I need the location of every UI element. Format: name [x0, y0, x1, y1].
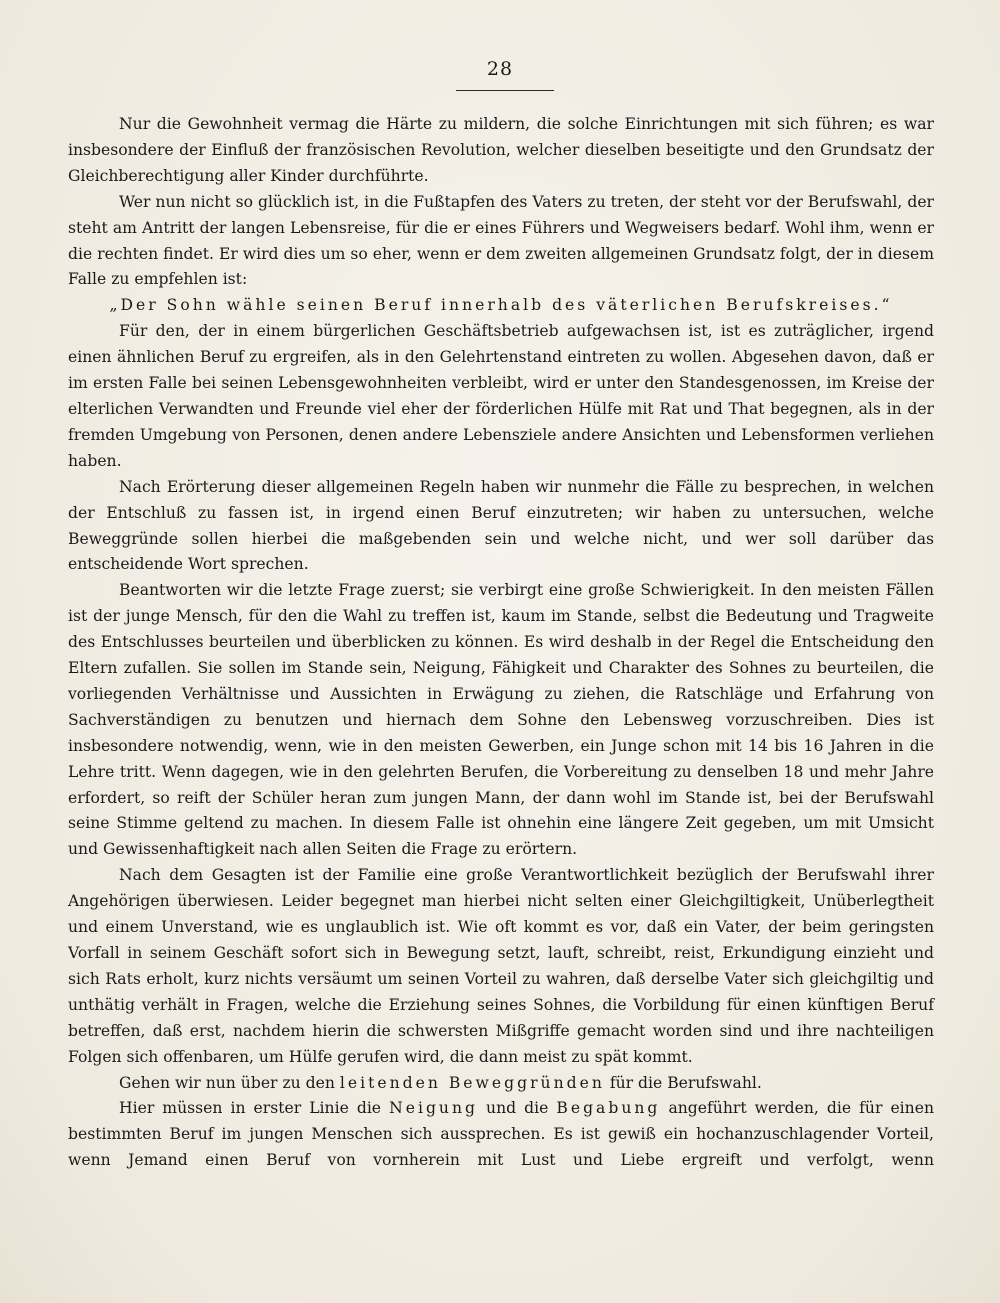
paragraph-8-part-e: angeführt werden, die für einen bestimmten Beruf im jungen Menschen sich aussprechen. Es ist gewiß ein hochanzuschlagender Vorteil, wenn Jemand einen Beruf von vornherein mit Lust und Liebe ergreift und verfolgt, wenn [68, 1099, 934, 1170]
body-text [68, 112, 934, 1174]
quoted-maxim: „Der Sohn wähle seinen Beruf innerhalb des väterlichen Berufskreises.“ [109, 296, 893, 315]
paragraph-7-after: für die Berufswahl. [604, 1073, 762, 1092]
paragraph-2: Wer nun nicht so glücklich ist, in die Fußtapfen des Vaters zu treten, der steht vor der Berufswahl, der steht am Antritt der langen Lebensreise, für die er eines Führers und Wegweisers bedarf. Wohl ihm, wenn er die rechten findet. Er wird dies um so eher, wenn er dem zweiten allgemeinen Grundsatz folgt, der in diesem Falle zu empfehlen ist: [68, 192, 935, 289]
page-number-rule [456, 90, 554, 91]
paragraph-5: Beantworten wir die letzte Frage zuerst; sie verbirgt eine große Schwierigkeit. In den meisten Fällen ist der junge Mensch, für den die Wahl zu treffen ist, kaum im Stande, selbst die Bedeutung und Tragweite des Entschlusses beurteilen und überblicken zu können. Es wird deshalb in der Regel die Entscheidung den Eltern zufallen. Sie sollen im Stande sein, Neigung, Fähigkeit und Charakter des Sohnes zu beurteilen, die vorliegenden Verhältnisse und Aussichten in Erwägung zu ziehen, die Ratschläge und Erfahrung von Sachverständigen zu benutzen und hiernach dem Sohne den Lebensweg vorzuschreiben. Dies ist insbesondere notwendig, wenn, wie in den meisten Gewerben, ein Junge schon mit 14 bis 16 Jahren in die Lehre tritt. Wenn dagegen, wie in den gelehrten Berufen, die Vorbereitung zu denselben 18 und mehr Jahre erfordert, so reift der Schüler heran zum jungen Mann, der dann wohl im Stande ist, bei der Berufswahl seine Stimme geltend zu machen. In diesem Falle ist ohnehin eine längere Zeit gegeben, um mit Umsicht und Gewissenhaftigkeit nach allen Seiten die Frage zu erörtern. [68, 581, 934, 859]
paragraph-3: Für den, der in einem bürgerlichen Geschäftsbetrieb aufgewachsen ist, ist es zuträglicher, irgend einen ähnlichen Beruf zu ergreifen, als in den Gelehrtenstand eintreten zu wollen. Abgesehen davon, daß er im ersten Falle bei seinen Lebensgewohnheiten verbleibt, wird er unter den Standesgenossen, im Kreise der elterlichen Verwandten und Freunde viel eher der förderlichen Hülfe mit Rat und That begegnen, als in der fremden Umgebung von Personen, denen andere Lebensziele andere Ansichten und Lebensformen verliehen haben. [68, 322, 934, 470]
paragraph-7-before: Gehen wir nun über zu den [119, 1073, 340, 1092]
paragraph-6: Nach dem Gesagten ist der Familie eine große Verantwortlichkeit bezüglich der Berufswahl ihrer Angehörigen überwiesen. Leider begegnet man hierbei nicht selten einer Gleichgiltigkeit, Unüberlegtheit und einem Unverstand, wie es unglaublich ist. Wie oft kommt es vor, daß ein Vater, der beim geringsten Vorfall in seinem Geschäft sofort sich in Bewegung setzt, lauft, schreibt, reist, Erkundigung einzieht und sich Rats erholt, kurz nichts versäumt um seinen Vorteil zu wahren, daß derselbe Vater sich gleichgiltig und unthätig verhält in Fragen, welche die Erziehung seines Sohnes, die Vorbildung für einen künftigen Beruf betreffen, daß erst, nachdem hierin die schwersten Mißgriffe gemacht worden sind und ihre nachteiligen Folgen sich offenbaren, um Hülfe gerufen wird, die dann meist zu spät kommt. [68, 866, 934, 1066]
paragraph-7-emphasis: leitenden Beweggründen [339, 1073, 605, 1092]
page-number: 28 [486, 58, 514, 80]
paragraph-8 [68, 1096, 934, 1174]
paragraph-7 [68, 1071, 934, 1097]
paragraph-8-emphasis-neigung: Neigung [389, 1099, 478, 1118]
paragraph-4: Nach Erörterung dieser allgemeinen Regeln haben wir nunmehr die Fälle zu besprechen, in welchen der Entschluß zu fassen ist, in irgend einen Beruf einzutreten; wir haben zu untersuchen, welche Beweggründe sollen hierbei die maßgebenden sein und welche nicht, und wer soll darüber das entscheidende Wort sprechen. [68, 477, 934, 574]
paragraph-8-part-a: Hier müssen in erster Linie die [119, 1099, 390, 1118]
paragraph-8-emphasis-begabung: Begabung [556, 1099, 661, 1118]
paragraph-8-part-c: und die [478, 1099, 557, 1118]
paragraph-1: Nur die Gewohnheit vermag die Härte zu mildern, die solche Einrichtungen mit sich führen; es war insbesondere der Einfluß der französischen Revolution, welcher dieselben beseitigte und den Grundsatz der Gleichberechtigung aller Kinder durchführte. [68, 115, 934, 185]
